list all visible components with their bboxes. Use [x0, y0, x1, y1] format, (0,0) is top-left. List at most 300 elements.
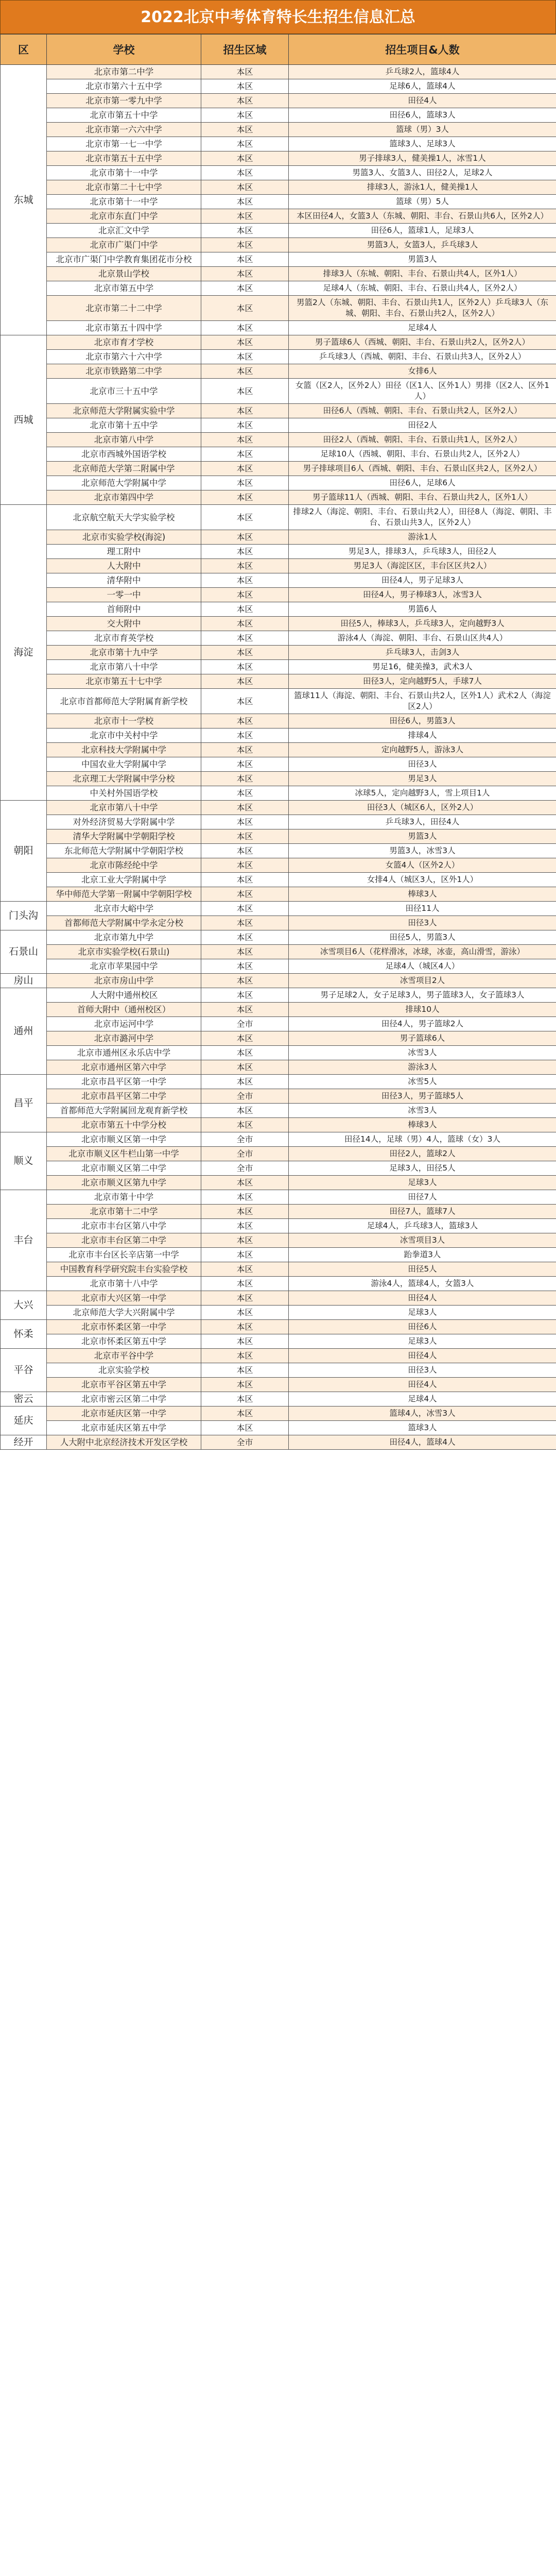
area-cell: 本区	[201, 988, 289, 1003]
area-cell: 本区	[201, 945, 289, 959]
table-row	[1, 573, 556, 588]
area-cell: 本区	[201, 1378, 289, 1392]
district-cell: 通州	[1, 988, 47, 1075]
items-cell: 男篮2人（东城、朝阳、丰台、石景山共1人，区外2人）乒乓球3人（东城、朝阳、丰台、石景山共2人，区外2人）	[289, 296, 556, 321]
items-cell: 男足16，健美操3，武术3人	[289, 660, 556, 674]
table-row	[1, 844, 556, 858]
header-district: 区	[1, 35, 47, 65]
table-row	[1, 321, 556, 335]
district-cell: 丰台	[1, 1190, 47, 1291]
items-cell: 足球10人（西城、朝阳、丰台、石景山共2人，区外2人）	[289, 447, 556, 462]
table-row	[1, 476, 556, 490]
table-row	[1, 296, 556, 321]
table-row	[1, 1089, 556, 1104]
items-cell: 田径7人，篮球7人	[289, 1205, 556, 1219]
items-cell: 游泳4人，篮球4人，女篮3人	[289, 1277, 556, 1291]
items-cell: 冰雪项目6人（花样滑冰，冰球，冰壶，高山滑雪，游泳）	[289, 945, 556, 959]
area-cell: 本区	[201, 660, 289, 674]
school-cell: 北京市第六十六中学	[47, 350, 201, 364]
area-cell: 本区	[201, 1306, 289, 1320]
school-cell: 北京理工大学附属中学分校	[47, 772, 201, 786]
table-row	[1, 1176, 556, 1190]
recruitment-table	[0, 34, 556, 1450]
table-row	[1, 1421, 556, 1435]
items-cell: 田径5人，男篮3人	[289, 930, 556, 945]
area-cell: 本区	[201, 714, 289, 728]
page-title: 2022北京中考体育特长生招生信息汇总	[0, 0, 556, 34]
items-cell: 乒乓球3人，击剑3人	[289, 646, 556, 660]
area-cell: 全市	[201, 1089, 289, 1104]
school-cell: 理工附中	[47, 545, 201, 559]
table-row	[1, 829, 556, 844]
district-cell: 昌平	[1, 1075, 47, 1132]
area-cell: 本区	[201, 1248, 289, 1262]
area-cell: 本区	[201, 873, 289, 887]
table-row	[1, 858, 556, 873]
area-cell: 本区	[201, 195, 289, 209]
school-cell: 北京市第八十中学	[47, 801, 201, 815]
school-cell: 北京市第九中学	[47, 930, 201, 945]
area-cell: 本区	[201, 490, 289, 505]
items-cell: 乒乓球3人，田径4人	[289, 815, 556, 829]
items-cell: 足球4人，乒乓球3人，篮球3人	[289, 1219, 556, 1233]
table-row	[1, 1363, 556, 1378]
school-cell: 北京市第八中学	[47, 433, 201, 447]
table-row	[1, 930, 556, 945]
area-cell: 本区	[201, 617, 289, 631]
district-cell: 怀柔	[1, 1320, 47, 1349]
table-row	[1, 1320, 556, 1334]
table-row	[1, 786, 556, 801]
area-cell: 本区	[201, 646, 289, 660]
school-cell: 北京市育才学校	[47, 335, 201, 350]
school-cell: 北京市第五十七中学	[47, 674, 201, 689]
items-cell: 田径4人	[289, 1349, 556, 1363]
table-row	[1, 1248, 556, 1262]
table-row	[1, 209, 556, 224]
school-cell: 北京师范大学第二附属中学	[47, 462, 201, 476]
school-cell: 北京市丰台区第八中学	[47, 1219, 201, 1233]
items-cell: 篮球（男）3人	[289, 123, 556, 137]
items-cell: 男子排球3人，健美操1人，冰雪1人	[289, 151, 556, 166]
table-row	[1, 674, 556, 689]
items-cell: 田径7人	[289, 1190, 556, 1205]
table-row	[1, 887, 556, 902]
area-cell: 本区	[201, 786, 289, 801]
header-items: 招生项目&人数	[289, 35, 556, 65]
items-cell: 田径5人，棒球3人，乒乓球3人，定向越野3人	[289, 617, 556, 631]
area-cell: 本区	[201, 462, 289, 476]
items-cell: 田径3人	[289, 1363, 556, 1378]
table-row	[1, 1132, 556, 1147]
school-cell: 北京市丰台区长辛店第一中学	[47, 1248, 201, 1262]
school-cell: 北京市顺义区第九中学	[47, 1176, 201, 1190]
items-cell: 男子足球2人，女子足球3人，男子篮球3人，女子篮球3人	[289, 988, 556, 1003]
school-cell: 北京航空航天大学实验学校	[47, 505, 201, 530]
area-cell: 本区	[201, 296, 289, 321]
area-cell: 本区	[201, 772, 289, 786]
table-row	[1, 689, 556, 714]
area-cell: 本区	[201, 916, 289, 930]
school-cell: 人大附中	[47, 559, 201, 573]
area-cell: 本区	[201, 335, 289, 350]
school-cell: 人大附中通州校区	[47, 988, 201, 1003]
area-cell: 全市	[201, 1147, 289, 1161]
school-cell: 北京汇文中学	[47, 224, 201, 238]
items-cell: 田径6人，足球6人	[289, 476, 556, 490]
items-cell: 田径4人，篮球4人	[289, 1435, 556, 1450]
table-body	[1, 65, 556, 1450]
school-cell: 北京市三十五中学	[47, 379, 201, 404]
school-cell: 北京市第二十七中学	[47, 180, 201, 195]
area-cell: 本区	[201, 1277, 289, 1291]
table-row	[1, 267, 556, 281]
school-cell: 北京市延庆区第一中学	[47, 1406, 201, 1421]
school-cell: 北京市昌平区第二中学	[47, 1089, 201, 1104]
school-cell: 清华大学附属中学朝阳学校	[47, 829, 201, 844]
items-cell: 田径4人	[289, 1378, 556, 1392]
school-cell: 北京师范大学附属实验中学	[47, 404, 201, 418]
area-cell: 本区	[201, 545, 289, 559]
area-cell: 本区	[201, 476, 289, 490]
table-row	[1, 1277, 556, 1291]
table-row	[1, 123, 556, 137]
table-row	[1, 379, 556, 404]
district-cell: 房山	[1, 974, 47, 988]
school-cell: 首师大附中（通州校区）	[47, 1003, 201, 1017]
school-cell: 北京科技大学附属中学	[47, 743, 201, 757]
table-row	[1, 1349, 556, 1363]
school-cell: 北京师范大学大兴附属中学	[47, 1306, 201, 1320]
area-cell: 本区	[201, 801, 289, 815]
school-cell: 北京市第十中学	[47, 1190, 201, 1205]
school-cell: 北京市苹果园中学	[47, 959, 201, 974]
school-cell: 北京市潞河中学	[47, 1031, 201, 1046]
items-cell: 排球4人	[289, 728, 556, 743]
items-cell: 男子篮球6人	[289, 1031, 556, 1046]
area-cell: 本区	[201, 1118, 289, 1132]
area-cell: 本区	[201, 1421, 289, 1435]
items-cell: 跆拳道3人	[289, 1248, 556, 1262]
school-cell: 中关村外国语学校	[47, 786, 201, 801]
area-cell: 本区	[201, 281, 289, 296]
school-cell: 北京市中关村中学	[47, 728, 201, 743]
area-cell: 本区	[201, 1031, 289, 1046]
table-row	[1, 530, 556, 545]
items-cell: 田径2人（西城、朝阳、丰台、石景山共1人，区外2人）	[289, 433, 556, 447]
table-row	[1, 873, 556, 887]
school-cell: 北京市丰台区第二中学	[47, 1233, 201, 1248]
area-cell: 本区	[201, 1262, 289, 1277]
school-cell: 北京市育英学校	[47, 631, 201, 646]
items-cell: 足球4人（城区4人）	[289, 959, 556, 974]
items-cell: 田径2人，篮球2人	[289, 1147, 556, 1161]
area-cell: 本区	[201, 321, 289, 335]
school-cell: 北京市通州区第六中学	[47, 1060, 201, 1075]
items-cell: 足球3人	[289, 1306, 556, 1320]
school-cell: 北京市运河中学	[47, 1017, 201, 1031]
table-row	[1, 433, 556, 447]
items-cell: 棒球3人	[289, 1118, 556, 1132]
district-cell: 门头沟	[1, 902, 47, 930]
area-cell: 本区	[201, 974, 289, 988]
area-cell: 本区	[201, 959, 289, 974]
school-cell: 北京市十一学校	[47, 714, 201, 728]
district-cell: 平谷	[1, 1349, 47, 1392]
items-cell: 田径4人，男子篮球2人	[289, 1017, 556, 1031]
area-cell: 本区	[201, 1003, 289, 1017]
area-cell: 本区	[201, 364, 289, 379]
area-cell: 本区	[201, 588, 289, 602]
district-cell: 顺义	[1, 1132, 47, 1190]
table-row	[1, 281, 556, 296]
items-cell: 足球3人	[289, 1176, 556, 1190]
area-cell: 本区	[201, 379, 289, 404]
table-row	[1, 772, 556, 786]
table-row	[1, 545, 556, 559]
items-cell: 男足3人，排球3人，乒乓球3人，田径2人	[289, 545, 556, 559]
school-cell: 北京实验学校	[47, 1363, 201, 1378]
table-row	[1, 743, 556, 757]
items-cell: 冰雪项目3人	[289, 1233, 556, 1248]
table-row	[1, 646, 556, 660]
table-row	[1, 660, 556, 674]
header-school: 学校	[47, 35, 201, 65]
items-cell: 足球4人（东城、朝阳、丰台、石景山共4人，区外2人）	[289, 281, 556, 296]
area-cell: 本区	[201, 728, 289, 743]
school-cell: 北京市延庆区第五中学	[47, 1421, 201, 1435]
area-cell: 本区	[201, 1349, 289, 1363]
school-cell: 北京市通州区永乐店中学	[47, 1046, 201, 1060]
table-row	[1, 916, 556, 930]
district-cell: 海淀	[1, 505, 47, 801]
table-row	[1, 490, 556, 505]
school-cell: 北京市第五十中学分校	[47, 1118, 201, 1132]
table-row	[1, 151, 556, 166]
area-cell: 本区	[201, 180, 289, 195]
school-cell: 对外经济贸易大学附属中学	[47, 815, 201, 829]
school-cell: 北京市顺义区第一中学	[47, 1132, 201, 1147]
table-row	[1, 447, 556, 462]
table-row	[1, 617, 556, 631]
items-cell: 田径3人，男子篮球5人	[289, 1089, 556, 1104]
items-cell: 田径3人	[289, 916, 556, 930]
items-cell: 女排4人（城区3人，区外1人）	[289, 873, 556, 887]
items-cell: 排球10人	[289, 1003, 556, 1017]
area-cell: 本区	[201, 1219, 289, 1233]
table-row	[1, 137, 556, 151]
items-cell: 田径6人，篮球1人，足球3人	[289, 224, 556, 238]
school-cell: 北京市平谷区第五中学	[47, 1378, 201, 1392]
area-cell: 本区	[201, 1075, 289, 1089]
school-cell: 北京市第十五中学	[47, 418, 201, 433]
table-row	[1, 94, 556, 108]
items-cell: 女篮4人（区外2人）	[289, 858, 556, 873]
table-row	[1, 1392, 556, 1406]
school-cell: 首师附中	[47, 602, 201, 617]
table-row	[1, 1291, 556, 1306]
table-row	[1, 631, 556, 646]
area-cell: 本区	[201, 1392, 289, 1406]
school-cell: 北京市大兴区第一中学	[47, 1291, 201, 1306]
area-cell: 本区	[201, 1046, 289, 1060]
school-cell: 北京市第五十五中学	[47, 151, 201, 166]
district-cell: 大兴	[1, 1291, 47, 1320]
school-cell: 北京市第十九中学	[47, 646, 201, 660]
items-cell: 游泳3人	[289, 1060, 556, 1075]
district-cell: 西城	[1, 335, 47, 505]
items-cell: 田径4人	[289, 1291, 556, 1306]
table-row	[1, 1031, 556, 1046]
school-cell: 北京市第四中学	[47, 490, 201, 505]
school-cell: 北京市西城外国语学校	[47, 447, 201, 462]
school-cell: 北京景山学校	[47, 267, 201, 281]
school-cell: 北京市第十一中学	[47, 166, 201, 180]
items-cell: 冰雪3人	[289, 1046, 556, 1060]
table-row	[1, 1161, 556, 1176]
items-cell: 田径6人，篮球3人	[289, 108, 556, 123]
items-cell: 足球4人	[289, 321, 556, 335]
table-row	[1, 364, 556, 379]
area-cell: 本区	[201, 94, 289, 108]
area-cell: 本区	[201, 815, 289, 829]
table-row	[1, 166, 556, 180]
district-cell: 朝阳	[1, 801, 47, 902]
school-cell: 北京工业大学附属中学	[47, 873, 201, 887]
area-cell: 本区	[201, 418, 289, 433]
table-row	[1, 1435, 556, 1450]
school-cell: 北京市第五十四中学	[47, 321, 201, 335]
school-cell: 北京市第五中学	[47, 281, 201, 296]
school-cell: 北京市东直门中学	[47, 209, 201, 224]
table-row	[1, 588, 556, 602]
items-cell: 排球2人（海淀、朝阳、丰台、石景山共2人），田径8人（海淀、朝阳、丰台、石景山共3人，区外2人）	[289, 505, 556, 530]
area-cell: 本区	[201, 573, 289, 588]
district-cell: 密云	[1, 1392, 47, 1406]
area-cell: 本区	[201, 123, 289, 137]
school-cell: 北京市第十一中学	[47, 195, 201, 209]
table-row	[1, 1233, 556, 1248]
table-row	[1, 224, 556, 238]
school-cell: 北京市顺义区第二中学	[47, 1161, 201, 1176]
items-cell: 游泳4人（海淀、朝阳、丰台、石景山区共4人）	[289, 631, 556, 646]
area-cell: 本区	[201, 1233, 289, 1248]
table-row	[1, 1075, 556, 1089]
area-cell: 本区	[201, 689, 289, 714]
table-header-row	[1, 35, 556, 65]
items-cell: 田径3人（城区6人，区外2人）	[289, 801, 556, 815]
school-cell: 北京市第十八中学	[47, 1277, 201, 1291]
table-row	[1, 974, 556, 988]
table-row	[1, 1017, 556, 1031]
table-row	[1, 350, 556, 364]
school-cell: 东北师范大学附属中学朝阳学校	[47, 844, 201, 858]
area-cell: 本区	[201, 1104, 289, 1118]
items-cell: 篮球（男）5人	[289, 195, 556, 209]
area-cell: 本区	[201, 930, 289, 945]
items-cell: 男篮3人，冰雪3人	[289, 844, 556, 858]
area-cell: 本区	[201, 631, 289, 646]
school-cell: 北京市昌平区第一中学	[47, 1075, 201, 1089]
items-cell: 男子排球项目6人（西城、朝阳、丰台、石景山区共2人，区外2人）	[289, 462, 556, 476]
school-cell: 北京市铁路第二中学	[47, 364, 201, 379]
area-cell: 本区	[201, 224, 289, 238]
school-cell: 清华附中	[47, 573, 201, 588]
table-row	[1, 945, 556, 959]
table-row	[1, 404, 556, 418]
items-cell: 本区田径4人，女篮3人（东城、朝阳、丰台、石景山共6人，区外2人）	[289, 209, 556, 224]
items-cell: 田径5人	[289, 1262, 556, 1277]
items-cell: 定向越野5人，游泳3人	[289, 743, 556, 757]
items-cell: 田径3人，定向越野5人，手球7人	[289, 674, 556, 689]
area-cell: 本区	[201, 209, 289, 224]
area-cell: 本区	[201, 1291, 289, 1306]
area-cell: 本区	[201, 505, 289, 530]
table-row	[1, 902, 556, 916]
items-cell: 男篮3人	[289, 252, 556, 267]
table-row	[1, 1306, 556, 1320]
school-cell: 北京市第十二中学	[47, 1205, 201, 1219]
items-cell: 足球6人，篮球4人	[289, 79, 556, 94]
area-cell: 本区	[201, 602, 289, 617]
table-row	[1, 815, 556, 829]
items-cell: 足球3人	[289, 1334, 556, 1349]
area-cell: 本区	[201, 404, 289, 418]
table-row	[1, 418, 556, 433]
items-cell: 男足3人	[289, 772, 556, 786]
school-cell: 北京市第一零九中学	[47, 94, 201, 108]
table-row	[1, 959, 556, 974]
table-row	[1, 1060, 556, 1075]
area-cell: 本区	[201, 267, 289, 281]
area-cell: 本区	[201, 65, 289, 79]
table-row	[1, 1378, 556, 1392]
area-cell: 本区	[201, 238, 289, 252]
table-row	[1, 252, 556, 267]
school-cell: 北京市第二十二中学	[47, 296, 201, 321]
school-cell: 北京市房山中学	[47, 974, 201, 988]
table-row	[1, 1003, 556, 1017]
items-cell: 男足3人（海淀区区，丰台区区共2人）	[289, 559, 556, 573]
school-cell: 北京市广渠门中学	[47, 238, 201, 252]
area-cell: 本区	[201, 166, 289, 180]
district-cell: 经开	[1, 1435, 47, 1450]
items-cell: 田径11人	[289, 902, 556, 916]
area-cell: 本区	[201, 79, 289, 94]
items-cell: 田径3人	[289, 757, 556, 772]
table-row	[1, 757, 556, 772]
school-cell: 北京市广渠门中学教育集团花市分校	[47, 252, 201, 267]
school-cell: 北京市顺义区牛栏山第一中学	[47, 1147, 201, 1161]
area-cell: 本区	[201, 1334, 289, 1349]
area-cell: 本区	[201, 757, 289, 772]
area-cell: 本区	[201, 1406, 289, 1421]
items-cell: 田径4人，男子足球3人	[289, 573, 556, 588]
school-cell: 北京市陈经纶中学	[47, 858, 201, 873]
items-cell: 冰雪项目2人	[289, 974, 556, 988]
area-cell: 本区	[201, 902, 289, 916]
school-cell: 北京市实验学校(石景山)	[47, 945, 201, 959]
table-row	[1, 238, 556, 252]
items-cell: 男子篮球6人（西城、朝阳、丰台、石景山共2人，区外2人）	[289, 335, 556, 350]
area-cell: 本区	[201, 887, 289, 902]
area-cell: 本区	[201, 559, 289, 573]
items-cell: 田径2人	[289, 418, 556, 433]
school-cell: 中国农业大学附属中学	[47, 757, 201, 772]
area-cell: 本区	[201, 108, 289, 123]
area-cell: 本区	[201, 829, 289, 844]
table-row	[1, 335, 556, 350]
